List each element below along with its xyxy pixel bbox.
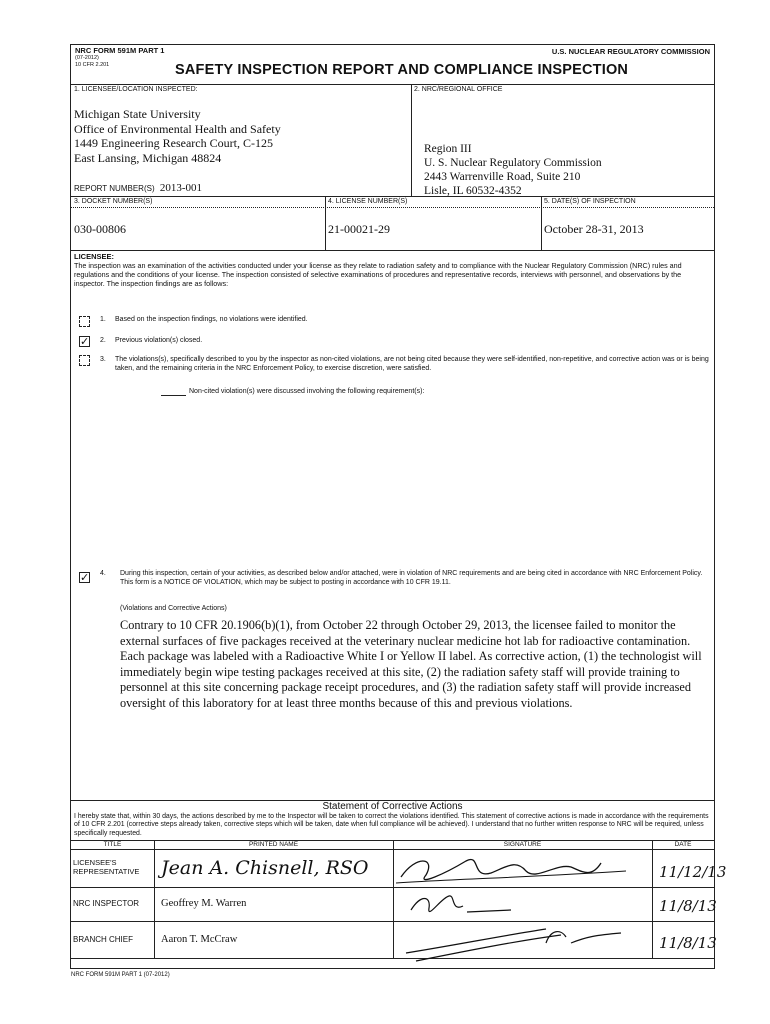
item4-subheading: (Violations and Corrective Actions) <box>120 605 227 612</box>
row3-date: 11/8/13 <box>659 934 717 952</box>
licensee-street: 1449 Engineering Research Court, C-125 <box>74 136 273 150</box>
col-signature: SIGNATURE <box>503 841 542 848</box>
col-date: DATE <box>674 841 692 848</box>
docket-label: 3. DOCKET NUMBER(S) <box>74 198 153 205</box>
regional-office-address <box>424 142 602 198</box>
license-label: 4. LICENSE NUMBER(S) <box>328 198 408 205</box>
row3-name: Aaron T. McCraw <box>161 934 238 945</box>
row3-signature <box>396 923 646 969</box>
corrective-statement: I hereby state that, within 30 days, the actions described by me to the Inspector will be taken to correct the violations identified. This statement of corrective actions is made in accordance with the requirements of 10 CFR 2.201 (corrective steps already taken, corrective steps which will be taken, date when full compliance will be achieved). I understand that no further written response to NRC will be required, unless specifically requested. <box>74 813 709 837</box>
col-printed-name: PRINTED NAME <box>248 841 299 848</box>
region-street: 2443 Warrenville Road, Suite 210 <box>424 171 581 183</box>
docket-number: 030-00806 <box>74 222 126 236</box>
row1-signature <box>396 853 646 887</box>
item4-text: During this inspection, certain of your activities, as described below and/or attached, were in violation of NRC requirements and are being cited in accordance with NRC Enforcement Policy. This form is a NOTICE OF VIOLATION, which may be subject to posting in accordance with 10 CFR 19.11. <box>120 570 703 586</box>
licensee-label: 1. LICENSEE/LOCATION INSPECTED: <box>74 86 198 93</box>
item3-checkbox[interactable] <box>79 355 90 366</box>
item2-number: 2. <box>100 337 106 344</box>
license-number: 21-00021-29 <box>328 222 390 236</box>
row2-name: Geoffrey M. Warren <box>161 898 247 909</box>
form-cfr: 10 CFR 2.201 <box>75 62 110 68</box>
item4-number: 4. <box>100 570 106 577</box>
row3-title: BRANCH CHIEF <box>73 935 134 944</box>
corrective-heading: Statement of Corrective Actions <box>322 801 463 812</box>
regional-office-label: 2. NRC/REGIONAL OFFICE <box>414 86 503 93</box>
row2-date: 11/8/13 <box>659 897 717 915</box>
item1-text: Based on the inspection findings, no violations were identified. <box>115 316 308 323</box>
licensee-address <box>74 107 281 165</box>
item3-subtext: Non-cited violation(s) were discussed involving the following requirement(s): <box>189 388 425 395</box>
report-number-row <box>74 182 202 194</box>
form-footer: NRC FORM 591M PART 1 (07-2012) <box>71 972 170 978</box>
region-city: Lisle, IL 60532-4352 <box>424 185 522 197</box>
row2-title: NRC INSPECTOR <box>73 899 140 908</box>
item3-number: 3. <box>100 356 106 363</box>
form-date: (07-2012) <box>75 55 99 61</box>
item3-text: The violations(s), specifically described to you by the inspector as non-cited violations, are not being cited because they were self-identified, non-repetitive, and corrective action was or is being taken, and the remaining criteria in the NRC Enforcement Policy, to exercise discretion, were satisfied. <box>115 356 709 372</box>
licensee-name: Michigan State University <box>74 107 201 121</box>
col-title: TITLE <box>103 841 122 848</box>
licensee-office: Office of Environmental Health and Safety <box>74 121 281 136</box>
inspection-form <box>70 44 727 969</box>
row2-signature <box>401 890 551 920</box>
form-number: NRC FORM 591M PART 1 <box>75 46 165 55</box>
row1-title: LICENSEE'S REPRESENTATIVE <box>73 858 140 876</box>
inspection-intro: The inspection was an examination of the activities conducted under your license as they relate to radiation safety and to compliance with the Nuclear Regulatory Commission (NRC) rules and regulations and the conditions of your license. The inspection consisted of selective examinations of procedures and representative records, interviews with personnel, and observations by the inspector. The inspection findings are as follows: <box>74 261 682 288</box>
item1-number: 1. <box>100 316 106 323</box>
dates-label: 5. DATE(S) OF INSPECTION <box>544 198 636 205</box>
form-title: SAFETY INSPECTION REPORT AND COMPLIANCE INSPECTION <box>175 62 629 78</box>
inspection-dates: October 28-31, 2013 <box>544 222 644 236</box>
report-number: 2013-001 <box>159 182 203 194</box>
agency-name: U.S. NUCLEAR REGULATORY COMMISSION <box>551 47 710 56</box>
licensee-heading: LICENSEE: <box>74 252 115 261</box>
licensee-city: East Lansing, Michigan 48824 <box>74 150 222 165</box>
item4-checkbox[interactable]: ✓ <box>80 572 90 584</box>
violation-description: Contrary to 10 CFR 20.1906(b)(1), from October 22 through October 29, 2013, the licensee failed to monitor the external surfaces of five packages received at the veterinary nuclear medicine hot lab for radioactive contamination. Each package was labeled with a Radioactive White I or Yellow II label. As corrective action, (1) the technologist will immediately begin wipe testing packages received at this site, (2) the radiation safety staff will provide training to personnel at this site concerning package receipt procedures, and (3) the radiation safety staff will provide increased oversight of this laboratory for at least three months because of this and previous violations. <box>120 618 702 710</box>
report-number-label: REPORT NUMBER(S) <box>74 184 155 193</box>
item1-checkbox[interactable] <box>79 316 90 327</box>
row1-name: Jean A. Chisnell, RSO <box>161 857 369 879</box>
item2-checkbox[interactable]: ✓ <box>80 336 90 348</box>
item2-text: Previous violation(s) closed. <box>115 337 203 344</box>
region-name: Region III <box>424 143 472 155</box>
region-agency: U. S. Nuclear Regulatory Commission <box>424 157 602 169</box>
row1-date: 11/12/13 <box>659 863 727 881</box>
